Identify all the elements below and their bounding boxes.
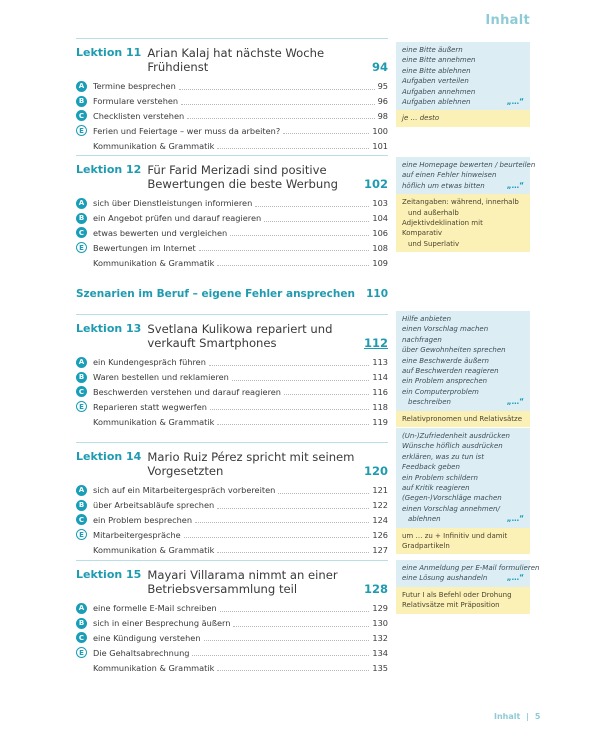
lesson-page: 128 xyxy=(363,582,388,596)
lesson-title: Svetlana Kulikowa repariert und verkauft Smartphones xyxy=(147,322,333,350)
goal-line: eine Beschwerde äußern xyxy=(402,356,489,365)
entry-page: 119 xyxy=(372,416,388,427)
goal-line: Aufgaben verteilen xyxy=(402,77,469,86)
entry-page: 129 xyxy=(372,603,388,614)
dot-leader xyxy=(184,531,370,538)
toc-entry[interactable] xyxy=(76,211,388,226)
lesson-heading[interactable] xyxy=(76,568,388,596)
badge-spacer xyxy=(76,416,87,427)
entry-text: Kommunikation & Grammatik xyxy=(93,662,215,673)
divider xyxy=(76,155,388,156)
grammar-goals xyxy=(396,587,530,614)
badge-a-icon: A xyxy=(76,357,87,368)
dot-leader xyxy=(199,244,370,251)
dot-leader xyxy=(217,502,369,509)
dot-leader xyxy=(217,259,369,266)
badge-c-icon: C xyxy=(76,514,87,525)
divider xyxy=(76,314,388,315)
lesson-heading[interactable] xyxy=(76,450,388,478)
entry-page: 108 xyxy=(372,242,388,253)
badge-b-icon: B xyxy=(76,618,87,629)
toc-entry[interactable] xyxy=(76,79,388,94)
grammar-line: Zeitangaben: während, innerhalb xyxy=(402,198,519,207)
badge-b-icon: B xyxy=(76,96,87,107)
grammar-line: Futur I als Befehl oder Drohung xyxy=(402,590,512,599)
grammar-line: Relativsätze mit Präposition xyxy=(402,601,500,610)
lesson-page: 120 xyxy=(363,464,388,478)
grammar-line: um … zu + Infinitiv und damit xyxy=(402,531,508,540)
badge-spacer xyxy=(76,257,87,268)
badge-c-icon: C xyxy=(76,386,87,397)
goal-line: Feedback geben xyxy=(402,463,460,472)
toc-entry[interactable] xyxy=(76,94,388,109)
divider xyxy=(76,560,388,561)
dot-leader xyxy=(255,200,369,207)
lesson-label: Lektion 14 xyxy=(76,450,142,463)
grammar-goals xyxy=(396,110,530,126)
entry-text: Termine besprechen xyxy=(93,81,176,92)
toc-entry[interactable] xyxy=(76,385,388,400)
toc-entry[interactable] xyxy=(76,660,388,675)
lesson-title: Für Farid Merizadi sind positive Bewertungen die beste Werbung xyxy=(147,163,338,191)
entry-text: sich auf ein Mitarbeitergespräch vorbereiten xyxy=(93,485,276,496)
badge-b-icon: B xyxy=(76,213,87,224)
goal-line: eine Lösung aushandeln xyxy=(402,574,488,583)
entry-page: 101 xyxy=(372,140,388,151)
speech-quote-icon: „…“ xyxy=(506,180,524,190)
dot-leader xyxy=(217,418,369,425)
entry-text: Kommunikation & Grammatik xyxy=(93,416,215,427)
sidebar-box-lesson-12 xyxy=(396,157,536,252)
entry-text: Waren bestellen und reklamieren xyxy=(93,372,229,383)
entry-page: 114 xyxy=(372,372,388,383)
entry-page: 127 xyxy=(372,544,388,555)
speech-quote-icon: „…“ xyxy=(506,573,524,583)
grammar-goals xyxy=(396,528,530,555)
sidebar-box-lesson-13 xyxy=(396,311,530,427)
lesson-label: Lektion 11 xyxy=(76,46,142,59)
lesson-12 xyxy=(76,155,388,270)
goal-line: eine Bitte ablehnen xyxy=(402,66,471,75)
toc-entry[interactable] xyxy=(76,414,388,429)
goal-line: eine Homepage bewerten / beurteilen xyxy=(402,161,536,169)
entry-text: ein Problem besprechen xyxy=(93,514,193,525)
entry-text: eine formelle E-Mail schreiben xyxy=(93,603,217,614)
toc-entry[interactable] xyxy=(76,645,388,660)
dot-leader xyxy=(278,487,369,494)
entry-page: 100 xyxy=(372,125,388,136)
toc-entry[interactable] xyxy=(76,483,388,498)
goal-line: Aufgaben ablehnen xyxy=(402,98,471,107)
toc-entry[interactable] xyxy=(76,370,388,385)
speech-quote-icon: „…“ xyxy=(506,97,524,107)
badge-c-icon: C xyxy=(76,110,87,121)
entry-page: 130 xyxy=(372,618,388,629)
dot-leader xyxy=(217,664,369,671)
lesson-15 xyxy=(76,560,388,675)
scenario-page: 110 xyxy=(366,288,388,300)
goal-line: eine Anmeldung per E-Mail formulieren xyxy=(402,564,540,572)
entry-text: Beschwerden verstehen und darauf reagieren xyxy=(93,386,281,397)
dot-leader xyxy=(192,649,369,656)
goal-line: auf Kritik reagieren xyxy=(402,484,470,493)
entry-text: sich in einer Besprechung äußern xyxy=(93,618,231,629)
grammar-line: je … desto xyxy=(402,114,440,123)
entry-text: Checklisten verstehen xyxy=(93,110,185,121)
entry-text: Reparieren statt wegwerfen xyxy=(93,401,207,412)
goal-line: auf Beschwerden reagieren xyxy=(402,367,499,376)
entry-text: Ferien und Feiertage – wer muss da arbeiten? xyxy=(93,125,281,136)
entry-page: 132 xyxy=(372,632,388,643)
badge-c-icon: C xyxy=(76,227,87,238)
speech-quote-icon: „…“ xyxy=(506,514,524,524)
lesson-14 xyxy=(76,442,388,557)
communication-goals xyxy=(396,157,536,194)
communication-goals xyxy=(396,428,530,528)
toc-entry[interactable] xyxy=(76,138,388,153)
page-footer xyxy=(494,712,540,721)
badge-a-icon: A xyxy=(76,485,87,496)
badge-e-icon: E xyxy=(76,647,87,658)
entry-page: 118 xyxy=(372,401,388,412)
toc-entry[interactable] xyxy=(76,616,388,631)
entry-page: 113 xyxy=(372,357,388,368)
goal-line: ein Problem ansprechen xyxy=(402,377,488,386)
badge-a-icon: A xyxy=(76,603,87,614)
entry-page: 122 xyxy=(372,500,388,511)
lesson-label: Lektion 13 xyxy=(76,322,142,335)
grammar-goals xyxy=(396,194,530,252)
entry-text: eine Kündigung verstehen xyxy=(93,632,201,643)
goal-line: Wünsche höflich ausdrücken xyxy=(402,442,503,451)
toc-entry[interactable] xyxy=(76,226,388,241)
dot-leader xyxy=(233,620,369,627)
lesson-label: Lektion 12 xyxy=(76,163,142,176)
dot-leader xyxy=(195,516,369,523)
lesson-title: Mayari Villarama nimmt an einer Betriebsversammlung teil xyxy=(147,568,338,596)
dot-leader xyxy=(209,359,369,366)
grammar-line: Adjektivdeklination mit Komparativ xyxy=(402,219,483,238)
toc-entry[interactable] xyxy=(76,355,388,370)
dot-leader xyxy=(217,142,369,149)
entry-text: Kommunikation & Grammatik xyxy=(93,140,215,151)
goal-line: ein Computerproblem xyxy=(402,387,479,396)
entry-page: 103 xyxy=(372,198,388,209)
divider xyxy=(76,442,388,443)
entry-page: 109 xyxy=(372,257,388,268)
toc-entry[interactable] xyxy=(76,601,388,616)
toc-entry[interactable] xyxy=(76,631,388,646)
lesson-page: 102 xyxy=(363,177,388,191)
toc-entry[interactable] xyxy=(76,527,388,542)
goal-line: Hilfe anbieten xyxy=(402,315,452,323)
goal-line: einen Vorschlag machen xyxy=(402,325,489,334)
goal-line: nachfragen xyxy=(402,335,442,344)
lesson-11 xyxy=(76,38,388,153)
entry-page: 116 xyxy=(372,386,388,397)
communication-goals xyxy=(396,560,540,587)
dot-leader xyxy=(232,374,369,381)
goal-line: auf einen Fehler hinweisen xyxy=(402,171,497,180)
entry-text: Formulare verstehen xyxy=(93,96,179,107)
dot-leader xyxy=(220,605,370,612)
lesson-heading[interactable] xyxy=(76,163,388,191)
badge-e-icon: E xyxy=(76,125,87,136)
entry-text: etwas bewerten und vergleichen xyxy=(93,227,228,238)
lesson-page: 112 xyxy=(363,336,388,350)
communication-goals xyxy=(396,42,530,110)
goal-line: eine Bitte äußern xyxy=(402,46,463,54)
goal-line: Aufgaben annehmen xyxy=(402,87,476,96)
footer-label: Inhalt xyxy=(494,712,521,721)
page-header-title: Inhalt xyxy=(485,13,530,28)
entry-page: 134 xyxy=(372,647,388,658)
grammar-goals xyxy=(396,411,530,427)
communication-goals xyxy=(396,311,530,411)
dot-leader xyxy=(187,112,374,119)
goal-line: höflich um etwas bitten xyxy=(402,181,485,190)
dot-leader xyxy=(283,127,369,134)
lesson-page: 94 xyxy=(371,60,388,74)
speech-quote-icon: „…“ xyxy=(506,397,524,407)
scenario-title: Szenarien im Beruf – eigene Fehler ansprechen xyxy=(76,288,355,300)
entry-text: Kommunikation & Grammatik xyxy=(93,257,215,268)
goal-line: eine Bitte annehmen xyxy=(402,56,476,65)
sidebar-box-lesson-15 xyxy=(396,560,540,614)
badge-c-icon: C xyxy=(76,632,87,643)
scenario-heading[interactable] xyxy=(76,288,388,300)
dot-leader xyxy=(181,98,374,105)
entry-page: 126 xyxy=(372,529,388,540)
goal-line: erklären, was zu tun ist xyxy=(402,452,484,461)
entry-page: 106 xyxy=(372,227,388,238)
goal-line: (Gegen-)Vorschläge machen xyxy=(402,494,502,503)
entry-page: 95 xyxy=(377,81,388,92)
toc-entry[interactable] xyxy=(76,399,388,414)
grammar-line: und außerhalb xyxy=(408,208,459,217)
toc-entry[interactable] xyxy=(76,109,388,124)
entry-page: 98 xyxy=(377,110,388,121)
entry-page: 96 xyxy=(377,96,388,107)
badge-spacer xyxy=(76,544,87,555)
lesson-heading[interactable] xyxy=(76,46,388,74)
entry-text: ein Kundengespräch führen xyxy=(93,357,206,368)
dot-leader xyxy=(264,215,369,222)
toc-entry[interactable] xyxy=(76,513,388,528)
lesson-label: Lektion 15 xyxy=(76,568,142,581)
toc-entry[interactable] xyxy=(76,123,388,138)
goal-line: (Un-)Zufriedenheit ausdrücken xyxy=(402,432,510,440)
toc-entry[interactable] xyxy=(76,240,388,255)
entry-page: 121 xyxy=(372,485,388,496)
dot-leader xyxy=(284,388,369,395)
page-number: 5 xyxy=(534,712,541,721)
grammar-line: und Superlativ xyxy=(408,239,460,248)
entry-text: Mitarbeitergespräche xyxy=(93,529,181,540)
toc-entry[interactable] xyxy=(76,542,388,557)
entry-page: 135 xyxy=(372,662,388,673)
dot-leader xyxy=(204,634,370,641)
badge-spacer xyxy=(76,140,87,151)
dot-leader xyxy=(179,83,375,90)
lesson-title: Arian Kalaj hat nächste Woche Frühdienst xyxy=(147,46,325,74)
footer-separator: | xyxy=(526,712,530,721)
entry-text: Kommunikation & Grammatik xyxy=(93,544,215,555)
divider xyxy=(76,38,388,39)
entry-text: über Arbeitsabläufe sprechen xyxy=(93,500,215,511)
goal-line: ablehnen xyxy=(408,515,441,524)
grammar-line: Relativpronomen und Relativsätze xyxy=(402,414,523,423)
entry-text: Bewertungen im Internet xyxy=(93,242,196,253)
sidebar-box-lesson-11 xyxy=(396,42,530,127)
entry-text: sich über Dienstleistungen informieren xyxy=(93,198,253,209)
lesson-heading[interactable] xyxy=(76,322,388,350)
goal-line: einen Vorschlag annehmen/ xyxy=(402,504,500,513)
toc-entry[interactable] xyxy=(76,196,388,211)
toc-entry[interactable] xyxy=(76,498,388,513)
badge-b-icon: B xyxy=(76,500,87,511)
badge-b-icon: B xyxy=(76,372,87,383)
goal-line: ein Problem schildern xyxy=(402,473,478,482)
lesson-13 xyxy=(76,314,388,429)
badge-e-icon: E xyxy=(76,242,87,253)
badge-e-icon: E xyxy=(76,401,87,412)
badge-a-icon: A xyxy=(76,81,87,92)
badge-a-icon: A xyxy=(76,198,87,209)
dot-leader xyxy=(210,403,369,410)
entry-page: 124 xyxy=(372,514,388,525)
goal-line: über Gewohnheiten sprechen xyxy=(402,346,506,355)
badge-e-icon: E xyxy=(76,529,87,540)
sidebar-box-lesson-14 xyxy=(396,428,530,554)
grammar-line: Gradpartikeln xyxy=(402,542,450,551)
entry-page: 104 xyxy=(372,213,388,224)
entry-text: ein Angebot prüfen und darauf reagieren xyxy=(93,213,262,224)
badge-spacer xyxy=(76,662,87,673)
entry-text: Die Gehaltsabrechnung xyxy=(93,647,190,658)
dot-leader xyxy=(217,546,369,553)
lesson-title: Mario Ruiz Pérez spricht mit seinem Vorgesetzten xyxy=(147,450,355,478)
toc-entry[interactable] xyxy=(76,255,388,270)
goal-line: beschreiben xyxy=(408,398,451,407)
dot-leader xyxy=(230,229,369,236)
